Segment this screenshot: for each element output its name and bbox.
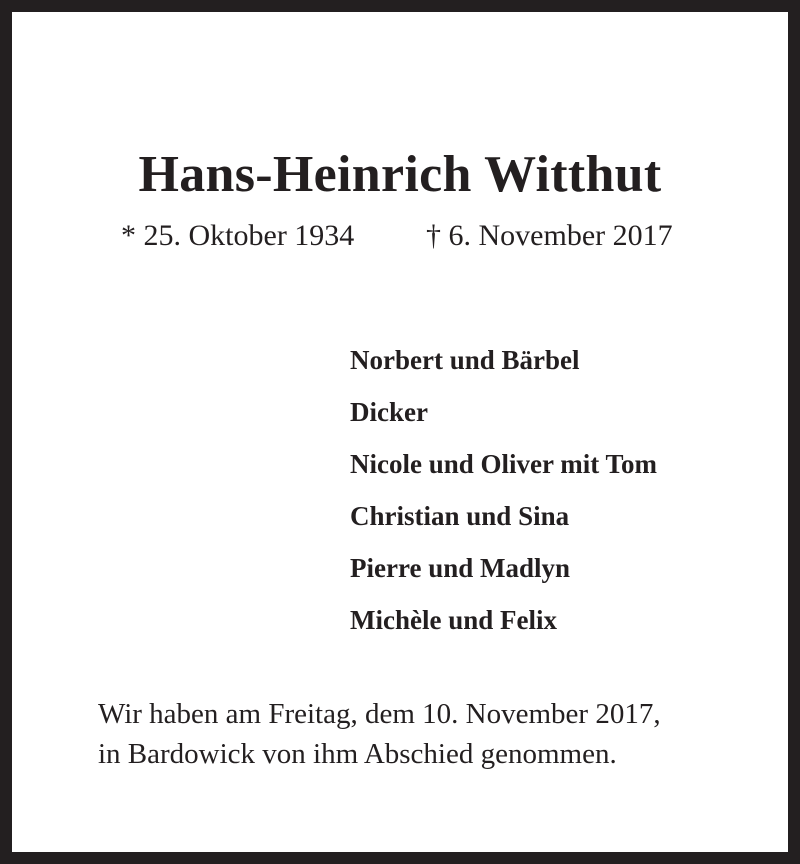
deceased-name: Hans-Heinrich Witthut [138, 146, 662, 203]
mourner-line: Dicker [350, 397, 428, 427]
mourner-line: Norbert und Bärbel [350, 345, 580, 375]
farewell-text [98, 694, 661, 774]
farewell-line: in Bardowick von ihm Abschied genommen. [98, 738, 617, 770]
birth-date: * 25. Oktober 1934 [121, 219, 355, 252]
mourners-list [350, 334, 657, 646]
mourner-line: Michèle und Felix [350, 605, 557, 635]
farewell-line: Wir haben am Freitag, dem 10. November 2017, [98, 698, 661, 730]
death-date: † 6. November 2017 [426, 219, 673, 252]
mourner-line: Christian und Sina [350, 501, 570, 531]
mourner-line: Nicole und Oliver mit Tom [350, 449, 658, 479]
mourner-line: Pierre und Madlyn [350, 553, 571, 583]
